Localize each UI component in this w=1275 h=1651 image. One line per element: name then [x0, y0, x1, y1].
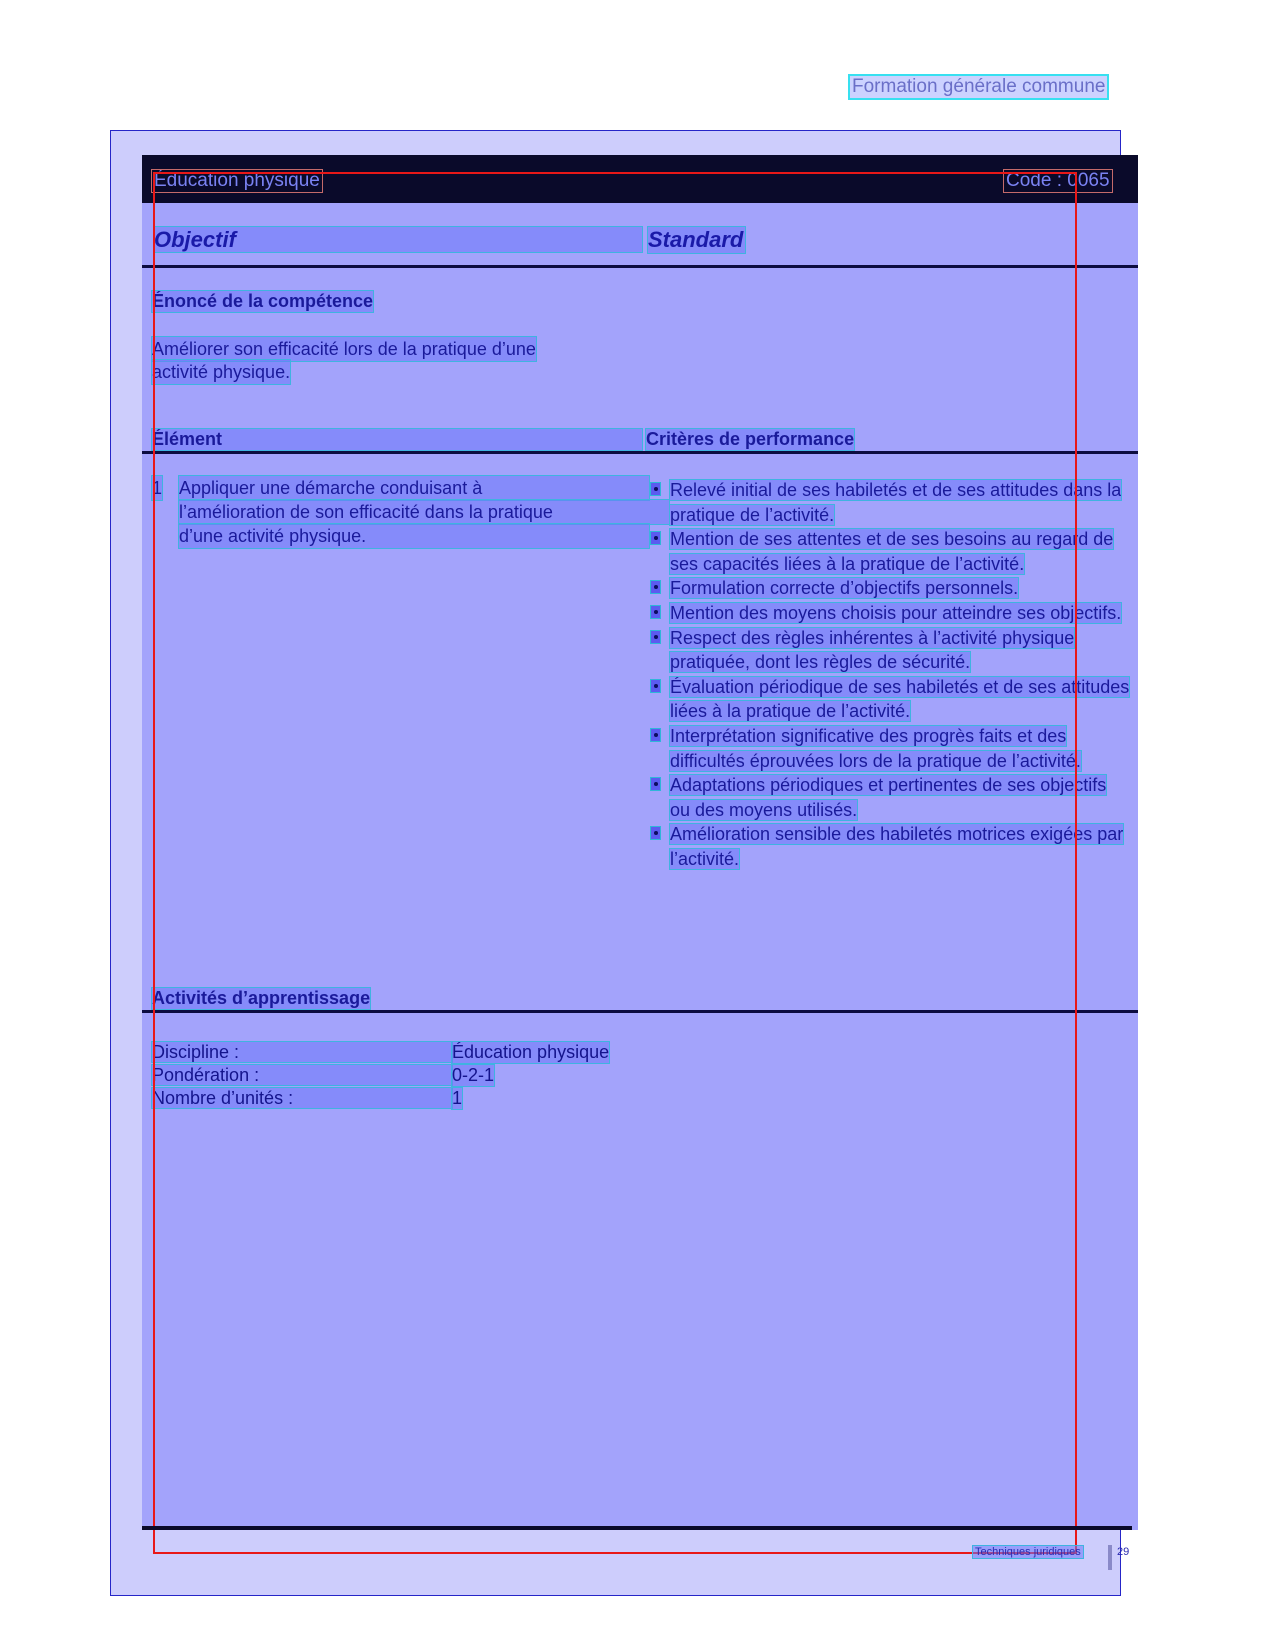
ponderation-label: Pondération :	[152, 1065, 452, 1085]
element-column-header: Élément	[152, 429, 642, 450]
competence-text-line1: Améliorer son efficacité lors de la pratique d’une	[152, 339, 536, 359]
footer-mark	[1108, 1545, 1112, 1570]
objectif-heading: Objectif	[154, 227, 642, 252]
element-text-line3: d’une activité physique.	[179, 524, 649, 548]
competence-heading: Énoncé de la compétence	[152, 291, 374, 311]
course-code: Code : 0065	[1006, 170, 1110, 191]
ponderation-value: 0-2-1	[452, 1065, 495, 1085]
discipline-label: Discipline :	[152, 1042, 452, 1062]
competence-text-line2: activité physique.	[152, 362, 291, 382]
criteria-item: Amélioration sensible des habiletés motrices exigées par l’activité.	[650, 822, 1130, 871]
criteria-item: Adaptations périodiques et pertinentes de ses objectifs ou des moyens utilisés.	[650, 773, 1130, 822]
course-title: Éducation physique	[154, 170, 320, 191]
element-text-line1: Appliquer une démarche conduisant à	[179, 476, 649, 500]
footer-program: Techniques juridiques	[975, 1546, 1081, 1558]
criteria-item: Mention des moyens choisis pour atteindre ses objectifs.	[650, 601, 1130, 626]
criteria-item: Évaluation périodique de ses habiletés et de ses attitudes liées à la pratique de l’activité.	[650, 675, 1130, 724]
page-number: 29	[1117, 1546, 1130, 1558]
standard-heading: Standard	[648, 227, 744, 252]
activities-heading: Activités d’apprentissage	[152, 988, 371, 1008]
element-number: 1	[152, 478, 163, 498]
document-section-label: Formation générale commune	[852, 76, 1106, 97]
unites-value: 1	[452, 1088, 463, 1108]
criteria-item: Mention de ses attentes et de ses besoins au regard de ses capacités liées à la pratique de l’activité.	[650, 527, 1130, 576]
footer-divider	[142, 1526, 1132, 1530]
unites-label: Nombre d’unités :	[152, 1088, 452, 1108]
criteria-item: Relevé initial de ses habiletés et de ses attitudes dans la pratique de l’activité.	[650, 478, 1130, 527]
criteria-item: Formulation correcte d’objectifs personnels.	[650, 576, 1130, 601]
discipline-value: Éducation physique	[452, 1042, 610, 1062]
element-text-line2: l’amélioration de son efficacité dans la pratique	[179, 500, 669, 524]
selection-frame	[153, 172, 1077, 1554]
criteria-item: Interprétation significative des progrès faits et des difficultés éprouvées lors de la pratique de l’activité.	[650, 724, 1130, 773]
criteria-column-header: Critères de performance	[646, 429, 855, 449]
criteria-item: Respect des règles inhérentes à l’activité physique pratiquée, dont les règles de sécurité.	[650, 626, 1130, 675]
